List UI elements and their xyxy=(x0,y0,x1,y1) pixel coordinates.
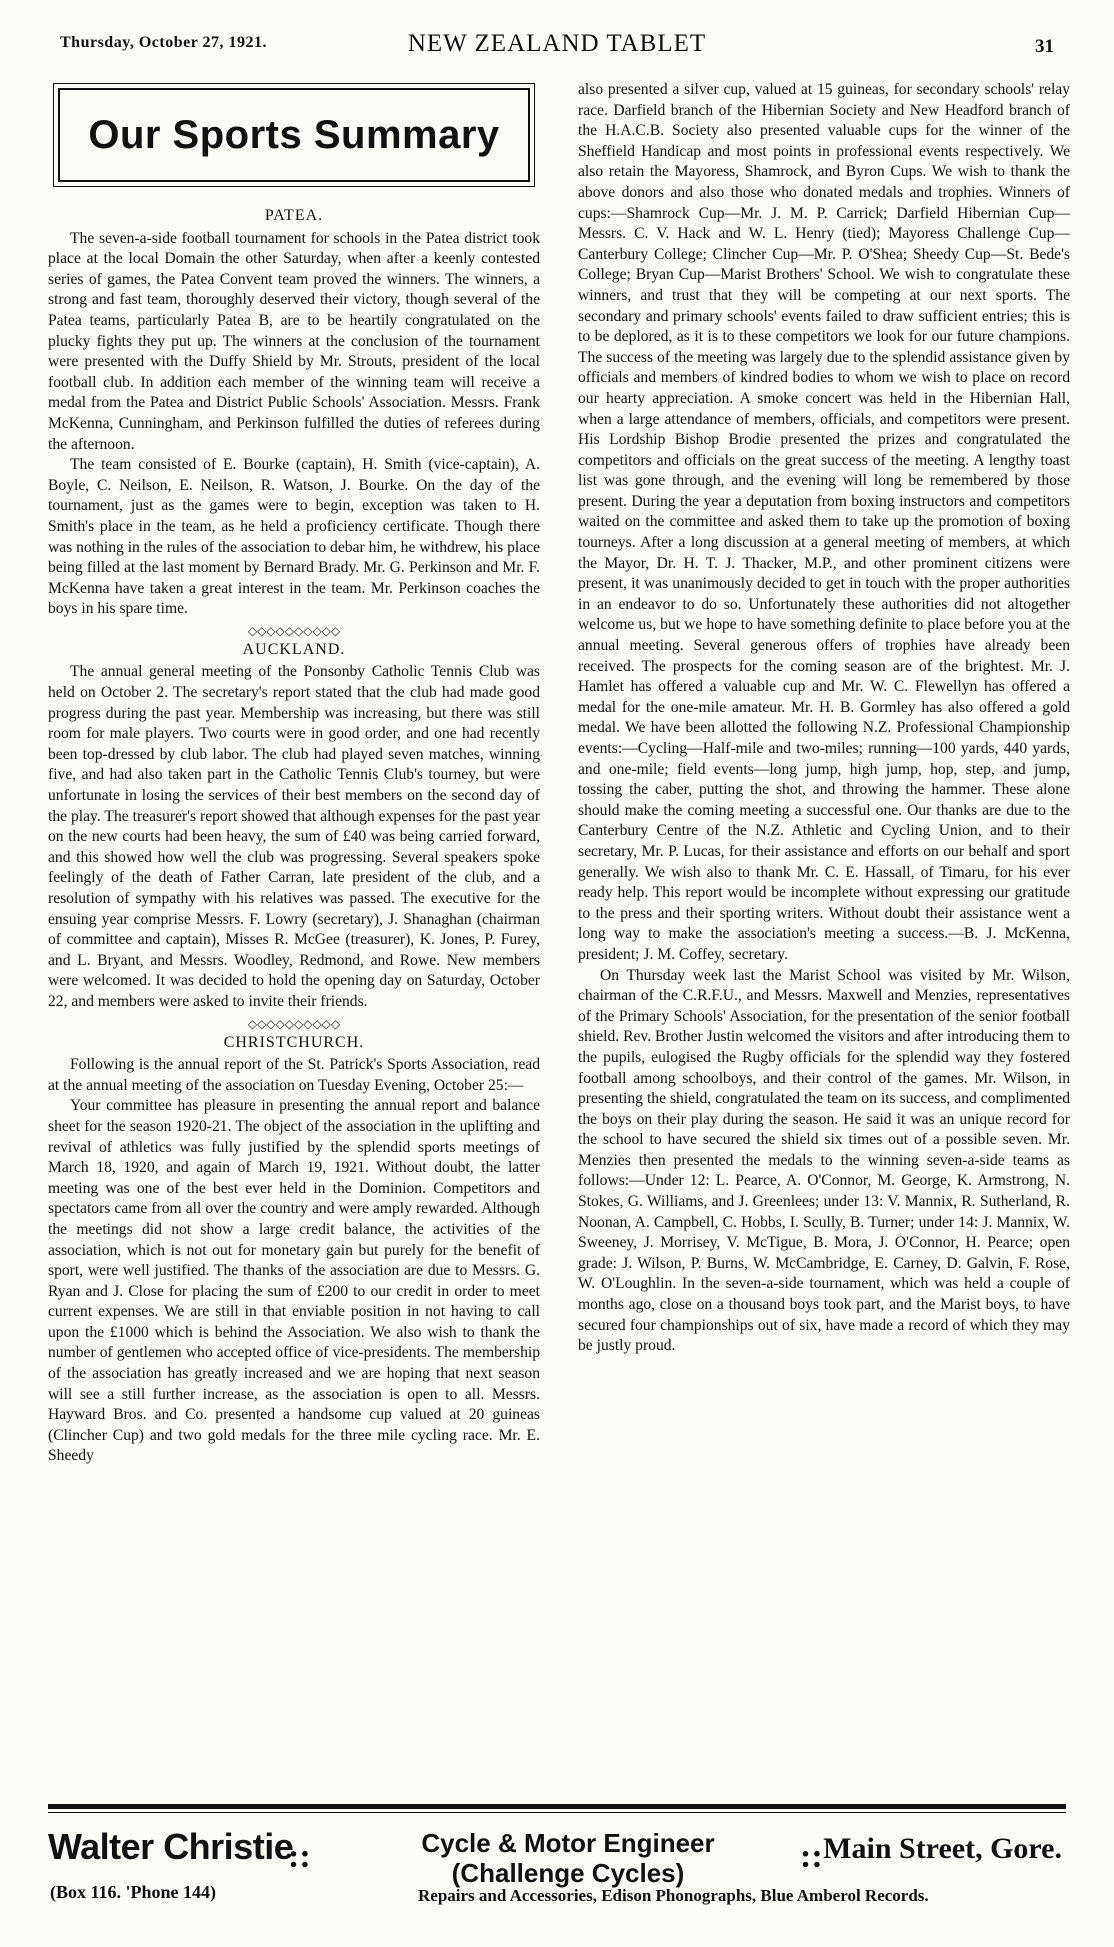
title-box xyxy=(58,88,530,182)
advert-rule-thin xyxy=(48,1812,1066,1813)
christchurch-paragraph-2: Your committee has pleasure in presenting the annual report and balance sheet for the season 1920-21. The object of the association in the uplifting and revival of athletics was fully justified by the splendid sports meetings of March 18, 1920, and again of March 19, 1921. Without doubt, the latter meeting was one of the best ever held in the Dominion. Competitors and spectators came from all over the country and were amply rewarded. Although the meetings did not show a large credit balance, the activities of the association, which is not out for monetary gain but purely for the benefit of sport, were well justified. The thanks of the association are due to Messrs. G. Ryan and J. Close for placing the sum of £200 to our credit in order to meet current expenses. We are still in that enviable position in not having to call upon the £1000 which is behind the Association. We also wish to thank the number of gentlemen who accepted office of vice-presidents. The membership of the association has greatly increased and we are hoping that next season will see a still further increase, as the association is open to all. Messrs. Hayward Bros. and Co. presented a handsome cup valued at 20 guineas (Clincher Cup) and two gold medals for the three mile cycling race. Mr. E. Sheedy xyxy=(48,1097,540,1465)
christchurch-paragraph-3: also presented a silver cup, valued at 15 guineas, for secondary schools' relay race. Darfield branch of the Hibernian Society and New Headford branch of the H.A.C.B. Society also presented valuable cups for the winner of the Sheffield Handicap and most points in professional events respectively. We also retain the Mayoress, Shamrock, and Byron Cups. We wish to thank the above donors and also those who donated medals and trophies. Winners of cups:—Shamrock Cup—Mr. J. M. P. Carrick; Darfield Hibernian Cup—Messrs. C. V. Hack and W. L. Henry (tied); Mayoress Challenge Cup—Canterbury College; Clincher Cup—Mr. P. O'Shea; Sheedy Cup—St. Bede's College; Bryan Cup—Marist Brothers' School. We wish to congratulate these winners, and trust that they will be competing at our next sports. The secondary and primary schools' events failed to draw sufficient entries; this is to be deplored, as it is to these competitors we look for our future champions. The success of the meeting was largely due to the splendid assistance given by officials and members of kindred bodies to whom we wish to place on record our hearty appreciation. A smoke concert was held in the Hibernian Hall, when a large attendance of members, officials, and competitors were present. His Lordship Bishop Brodie presented the prizes and congratulated the competitors and officials on the great success of the meeting. A lengthy toast list was gone through, and the evening will long be remembered by those present. During the year a deputation from boxing instructors and competitors waited on the committee and asked them to take up the promotion of boxing tourneys. After a long discussion at a general meeting of members, at which the Mayor, Dr. H. T. J. Thacker, M.P., and other prominent citizens were present, it was unanimously decided to get in touch with the proper authorities in an endeavor to do so. Unfortunately these authorities did not altogether welcome us, but we hope to have something definite to place before you at the annual meeting. Several generous offers of trophies have already been received. The prospects for the coming season are of the brightest. Mr. J. Hamlet has offered a valuable cup and Mr. W. C. Flewellyn has offered a medal for the one-mile amateur. Mr. H. B. Gormley has also offered a gold medal. We have been allotted the following N.Z. Professional Championship events:—Cycling—Half-mile and two-miles; running—100 yards, 440 yards, and one-mile; field events—long jump, high jump, hop, step, and jump, tossing the caber, putting the shot, and throwing the hammer. These alone should make the coming meeting a successful one. Our thanks are due to the Canterbury Centre of the N.Z. Athletic and Cycling Union, and to their secretary, Mr. P. Lucas, for their assistance and efforts on our behalf and sport generally. We wish also to thank Mr. C. E. Hassall, of Timaru, for his ever ready help. This report would be incomplete without expressing our gratitude to the press and their sporting writers. Without doubt their assistance went a long way to make the association's meeting a success.—B. J. McKenna, president; J. M. Coffey, secretary. xyxy=(578,81,1070,963)
advert-separator: :: xyxy=(800,1838,823,1875)
section-heading-auckland: AUCKLAND. xyxy=(242,640,346,658)
advert-separator: :: xyxy=(288,1838,311,1875)
advert-rule-thick xyxy=(48,1804,1066,1809)
left-column xyxy=(48,80,540,1467)
publication-title: NEW ZEALAND TABLET xyxy=(407,30,707,57)
section-heading-christchurch: CHRISTCHURCH. xyxy=(223,1033,365,1051)
auckland-paragraph-1: The annual general meeting of the Ponsonby Catholic Tennis Club was held on October 2. The secretary's report stated that the club had made good progress during the past year. Membership was increasing, but there was still room for male players. Two courts were in good order, and one had recently been top-dressed by club labor. The club had played seven matches, winning five, and had also taken part in the Catholic Tennis Club's tourney, but were unfortunate in losing the services of their best members on the second day of the play. The treasurer's report showed that although expenses for the past year on the new courts had been heavy, the sum of £40 was being carried forward, and this showed how well the club was progressing. Several speakers spoke feelingly of the death of Father Carran, late president of the club, and a resolution of sympathy with his relatives was passed. The executive for the ensuing year comprise Messrs. F. Lowry (secretary), J. Shanaghan (chairman of committee and captain), Misses R. McGee (treasurer), K. Jones, P. Furey, and L. Bryant, and Messrs. Woodley, Redmond, and Rowe. New members were welcomed. It was decided to hold the opening day on Saturday, October 22, and members were asked to invite their friends. xyxy=(48,663,540,1010)
advert-box-phone: (Box 116. 'Phone 144) xyxy=(50,1882,217,1902)
advert-trade-line2: (Challenge Cycles) xyxy=(451,1858,685,1888)
patea-paragraph-2: The team consisted of E. Bourke (captain), H. Smith (vice-captain), A. Boyle, C. Neilson, E. Neilson, R. Watson, J. Bourke. On the day of the tournament, just as the games were to begin, exception was taken to H. Smith's place in the team, as he held a proficiency certificate. Though there was nothing in the rules of the association to debar him, he withdrew, his place being filled at the last moment by Bernard Brady. Mr. G. Perkinson and Mr. F. McKenna have taken a great interest in the team. Mr. Perkinson coaches the boys in his spare time. xyxy=(48,456,540,618)
ornament-divider-icon: ◇◇◇◇◇◇◇◇◇◇ xyxy=(247,1016,341,1031)
patea-paragraph-1: The seven-a-side football tournament for schools in the Patea district took place at the local Domain the other Saturday, when after a keenly contested series of games, the Patea Convent team proved the winners. The winners, a strong and fast team, thoroughly deserved their victory, though several of the Patea teams, particularly Patea B, are to be heartily congratulated on the plucky fights they put up. The winners at the conclusion of the tournament were presented with the Duffy Shield by Mr. Strouts, president of the local football club. In addition each member of the winning team will receive a medal from the Patea and District Public Schools' Association. Messrs. Frank McKenna, Cunningham, and Perkinson fulfilled the duties of referees during the afternoon. xyxy=(48,229,540,453)
advert-address: Main Street, Gore. xyxy=(823,1832,1062,1865)
ornament-divider-icon: ◇◇◇◇◇◇◇◇◇◇ xyxy=(247,623,341,638)
advert-trade-line1: Cycle & Motor Engineer xyxy=(421,1828,715,1858)
page-title: Our Sports Summary xyxy=(88,112,500,157)
right-column xyxy=(578,80,1070,1357)
christchurch-paragraph-4: On Thursday week last the Marist School was visited by Mr. Wilson, chairman of the C.R.F.U., and Messrs. Maxwell and Menzies, representatives of the Primary Schools' Association, for the presentation of the senior football shield. Rev. Brother Justin welcomed the visitors and after introducing them to the pupils, eulogised the Rugby officials for the splendid way they fostered football among schoolboys, and their control of the games. Mr. Wilson, in presenting the shield, congratulated the team on its success, and complimented the boys on their play during the season. He said it was an unique record for the school to have secured the shield six times out of a possible seven. Mr. Menzies then presented the medals to the winning seven-a-side teams as follows:—Under 12: L. Pearce, A. O'Connor, M. George, K. Armstrong, N. Stokes, G. Williams, and J. Greenlees; under 13: V. Mannix, R. Sutherland, R. Noonan, A. Campbell, C. Hobbs, I. Scully, B. Turner; under 14: J. Mannix, W. Sweeney, J. Morrisey, V. McTigue, B. Mora, J. O'Connor, H. Pearce; open grade: J. Wilson, P. Burns, W. McCambridge, E. Carney, D. Galvin, F. Rose, W. O'Loughlin. In the seven-a-side tournament, which was held a couple of months ago, close on a thousand boys took part, and the Marist boys, to have secured four championships out of six, have made a record of which they may be justly proud. xyxy=(578,966,1070,1355)
section-heading-patea: PATEA. xyxy=(264,207,324,224)
christchurch-paragraph-1: Following is the annual report of the St. Patrick's Sports Association, read at the annual meeting of the association on Tuesday Evening, October 25:— xyxy=(48,1056,540,1094)
advert-repairs: Repairs and Accessories, Edison Phonographs, Blue Amberol Records. xyxy=(418,1886,929,1905)
issue-date: Thursday, October 27, 1921. xyxy=(60,34,267,51)
advertisement xyxy=(48,1820,1066,1920)
advert-business-name: Walter Christie xyxy=(48,1826,294,1867)
advert-trade xyxy=(348,1828,788,1888)
page-number: 31 xyxy=(1035,36,1054,57)
page-header xyxy=(50,28,1064,68)
